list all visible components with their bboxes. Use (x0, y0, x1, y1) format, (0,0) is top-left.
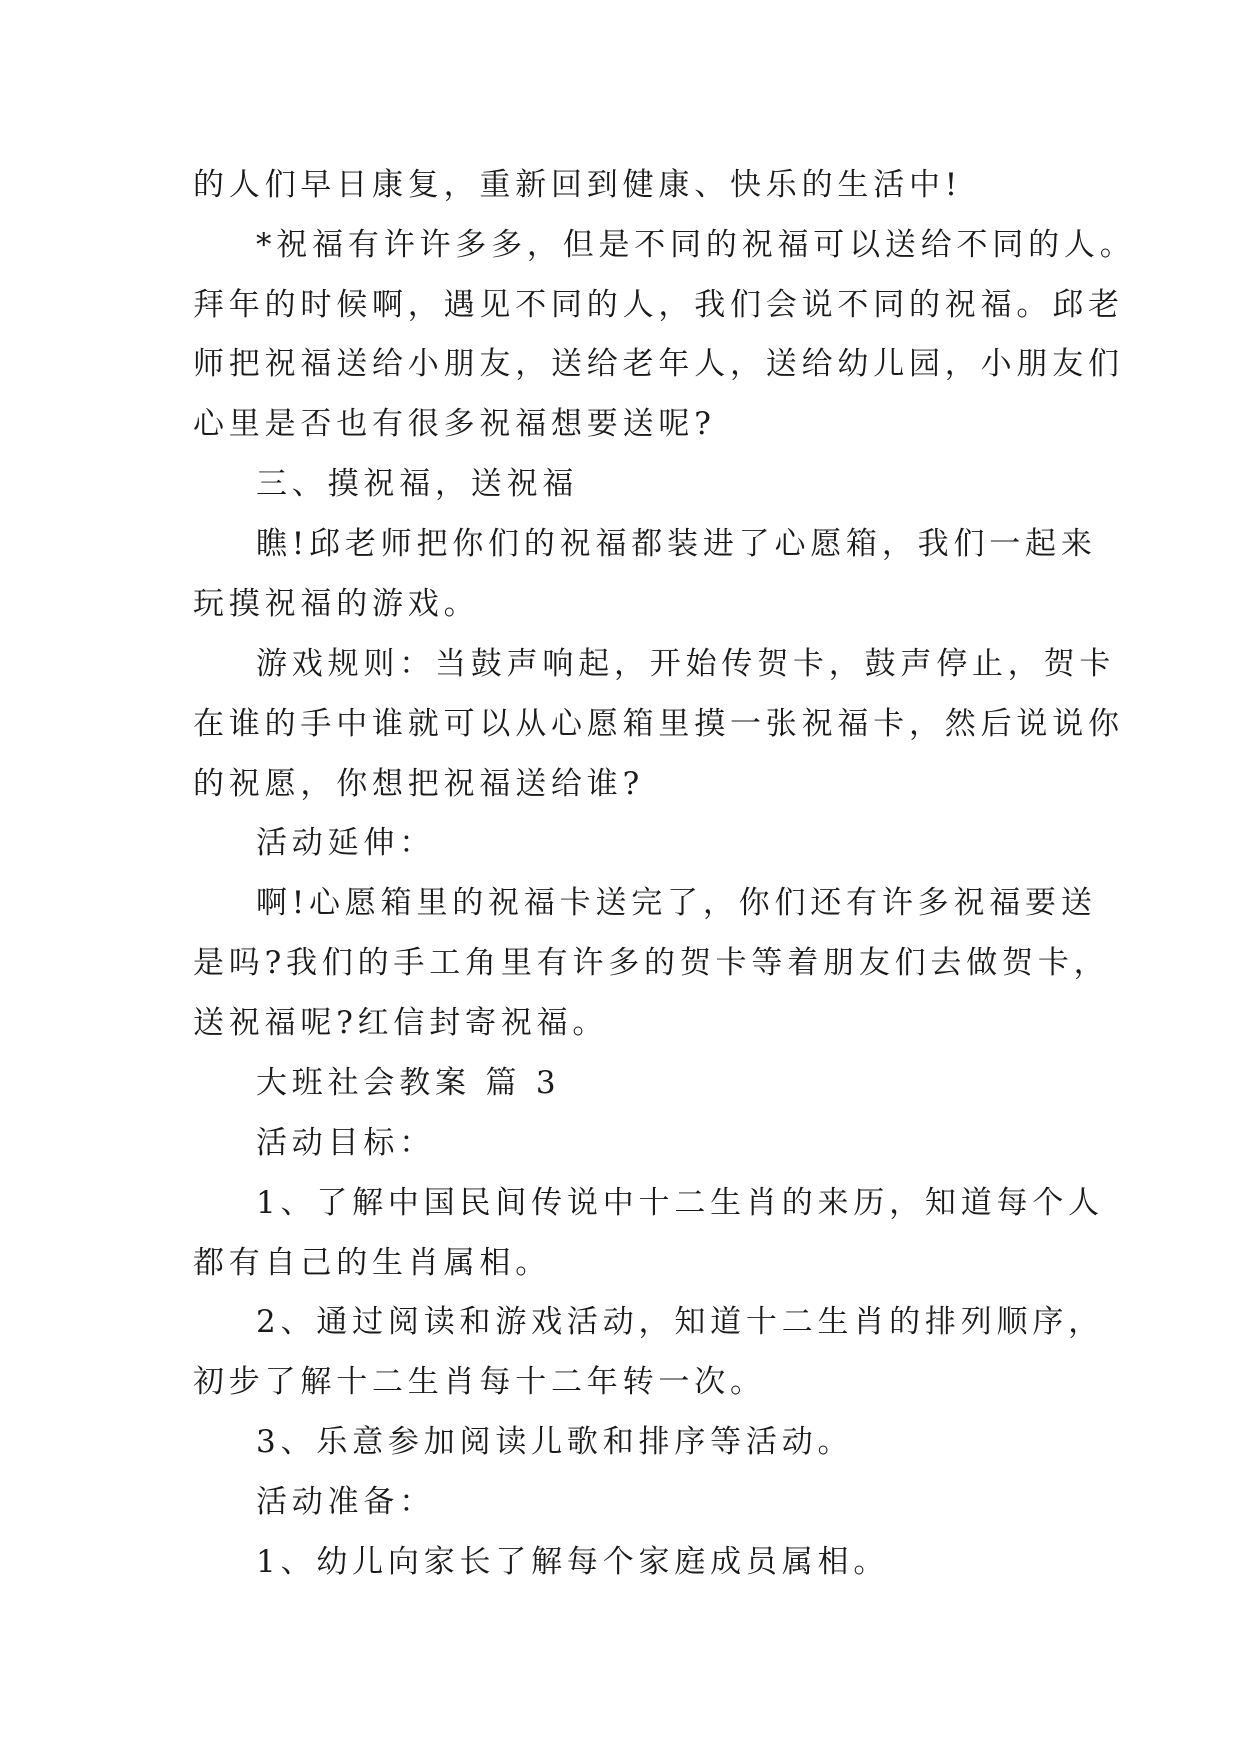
text-line: 1、幼儿向家长了解每个家庭成员属相。 (256, 1544, 890, 1580)
section-heading: 活动延伸： (256, 825, 435, 861)
text-line: 的人们早日康复，重新回到健康、快乐的生活中! (193, 167, 963, 203)
text-line: 是吗?我们的手工角里有许多的贺卡等着朋友们去做贺卡， (193, 945, 1110, 981)
text-line: 师把祝福送给小朋友，送给老年人，送给幼儿园，小朋友们 (193, 346, 1124, 382)
text-line: 啊!心愿箱里的祝福卡送完了，你们还有许多祝福要送 (256, 885, 1097, 921)
text-line: 玩摸祝福的游戏。 (193, 586, 480, 622)
text-line: 在谁的手中谁就可以从心愿箱里摸一张祝福卡，然后说说你 (193, 706, 1124, 742)
text-line: 1、了解中国民间传说中十二生肖的来历，知道每个人 (256, 1185, 1104, 1221)
section-heading: 活动准备： (256, 1484, 435, 1520)
text-line: 拜年的时候啊，遇见不同的人，我们会说不同的祝福。邱老 (193, 287, 1124, 323)
text-line: 初步了解十二生肖每十二年转一次。 (193, 1364, 766, 1400)
text-line: 的祝愿，你想把祝福送给谁? (193, 766, 645, 802)
text-line: 瞧!邱老师把你们的祝福都装进了心愿箱，我们一起来 (256, 526, 1097, 562)
section-heading: 活动目标： (256, 1125, 435, 1161)
text-line: 心里是否也有很多祝福想要送呢? (193, 406, 716, 442)
section-heading: 三、摸祝福，送祝福 (256, 466, 579, 502)
text-line: 游戏规则：当鼓声响起，开始传贺卡，鼓声停止，贺卡 (256, 646, 1116, 682)
text-line: 都有自己的生肖属相。 (193, 1245, 551, 1281)
text-line: 3、乐意参加阅读儿歌和排序等活动。 (256, 1424, 854, 1460)
text-line: 2、通过阅读和游戏活动，知道十二生肖的排列顺序， (256, 1304, 1104, 1340)
text-line: 送祝福呢?红信封寄祝福。 (193, 1005, 609, 1041)
text-line: *祝福有许许多多，但是不同的祝福可以送给不同的人。 (256, 227, 1136, 263)
article-title: 大班社会教案 篇 3 (256, 1065, 561, 1101)
